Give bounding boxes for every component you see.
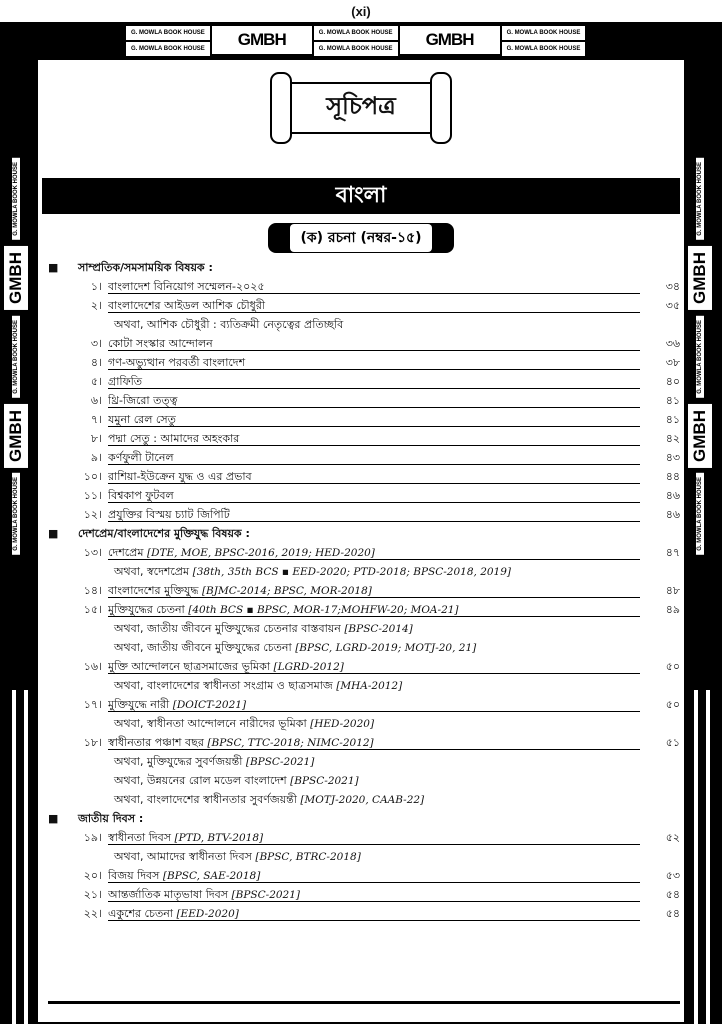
- entry-reference: [BPSC, TTC-2018; NIMC-2012]: [207, 737, 374, 749]
- publisher-logo: GMBH: [4, 404, 28, 468]
- entry-number: ৮।: [90, 432, 102, 445]
- alternate-reference: [BPSC, LGRD-2019; MOTJ-20, 21]: [295, 642, 477, 654]
- entry-title: স্বাধীনতার পঞ্চাশ বছর: [108, 736, 204, 749]
- entry-reference: [DOICT-2021]: [172, 699, 247, 711]
- alternate-title: অথবা, বাংলাদেশের স্বাধীনতার সুবর্ণজয়ন্তী: [114, 793, 297, 806]
- entry-title: মুক্তিযুদ্ধে নারী: [108, 698, 170, 711]
- entry-title: বিশ্বকাপ ফুটবল: [108, 489, 174, 502]
- entry-title: গণ-অভ্যুত্থান পরবর্তী বাংলাদেশ: [108, 356, 246, 369]
- toc-alternate: [48, 714, 680, 733]
- entry-title-line: [108, 505, 640, 522]
- entry-title: গ্রাফিতি: [108, 375, 143, 388]
- entry-number: ২১।: [83, 888, 102, 901]
- entry-number: ৬।: [90, 394, 102, 407]
- group-heading-text: সাম্প্রতিক/সমসাময়িক বিষয়ক :: [78, 261, 213, 274]
- entry-page: ৪১: [665, 413, 680, 426]
- entry-page: ৫০: [665, 698, 680, 711]
- entry-page: ৩৪: [665, 280, 680, 293]
- group-heading: [48, 258, 680, 277]
- alternate-title: অথবা, আশিক চৌধুরী : ব্যতিক্রমী নেতৃত্বের প্রতিচ্ছবি: [114, 318, 344, 331]
- entry-number: ৭।: [90, 413, 102, 426]
- entry-title: দেশপ্রেম: [108, 546, 144, 559]
- entry-title: স্বাধীনতা দিবস: [108, 831, 172, 844]
- entry-title-line: [108, 467, 640, 484]
- bullet-icon: ■: [48, 812, 59, 825]
- table-of-contents: [48, 258, 680, 923]
- publisher-badge: G. MOWLA BOOK HOUSE: [696, 316, 704, 398]
- toc-entry: [48, 372, 680, 391]
- entry-page: ৪৮: [665, 584, 680, 597]
- entry-title-line: [108, 828, 640, 845]
- toc-alternate: [48, 315, 680, 334]
- title-scroll: [268, 72, 454, 142]
- entry-title-line: [108, 543, 640, 560]
- border-stripe: [12, 690, 16, 1024]
- entry-title: একুশের চেতনা: [108, 907, 173, 920]
- entry-page: ৪১: [665, 394, 680, 407]
- toc-entry: [48, 505, 680, 524]
- entry-number: ১৯।: [83, 831, 102, 844]
- entry-title: থ্রি-জিরো তত্ত্ব: [108, 394, 178, 407]
- entry-number: ১৫।: [83, 603, 102, 616]
- toc-entry: [48, 733, 680, 752]
- publisher-badge: G. MOWLA BOOK HOUSE: [12, 316, 20, 398]
- entry-title: বাংলাদেশের মুক্তিযুদ্ধ: [108, 584, 199, 597]
- border-stripe: [706, 690, 710, 1024]
- entry-title-line: [108, 486, 640, 503]
- top-publisher-band: [38, 22, 684, 58]
- toc-entry: [48, 334, 680, 353]
- entry-page: ৪৭: [665, 546, 680, 559]
- entry-number: ১০।: [83, 470, 102, 483]
- entry-title-line: [108, 429, 640, 446]
- bullet-icon: ■: [48, 527, 59, 540]
- entry-reference: [BPSC-2021]: [231, 889, 301, 901]
- alternate-reference: [MOTJ-2020, CAAB-22]: [300, 794, 425, 806]
- toc-entry: [48, 410, 680, 429]
- entry-page: ৪৪: [665, 470, 680, 483]
- alternate-title: অথবা, স্বাধীনতা আন্দোলনে নারীদের ভূমিকা: [114, 717, 307, 730]
- badge-pair: [314, 26, 398, 56]
- entry-title: মুক্তি আন্দোলনে ছাত্রসমাজের ভূমিকা: [108, 660, 271, 673]
- entry-title-line: [108, 296, 640, 313]
- entry-page: ৫১: [665, 736, 680, 749]
- toc-alternate: [48, 638, 680, 657]
- entry-title-line: [108, 733, 640, 750]
- entry-number: ১।: [90, 280, 102, 293]
- alternate-title: অথবা, আমাদের স্বাধীনতা দিবস: [114, 850, 252, 863]
- publisher-badge: G. MOWLA BOOK HOUSE: [126, 26, 210, 40]
- entry-page: ৪২: [665, 432, 680, 445]
- entry-title-line: [108, 448, 640, 465]
- page-title: সূচিপত্র: [326, 92, 396, 120]
- entry-number: ৯।: [90, 451, 102, 464]
- entry-page: ৫৪: [665, 907, 680, 920]
- toc-entry: [48, 391, 680, 410]
- entry-title: রাশিয়া-ইউক্রেন যুদ্ধ ও এর প্রভাব: [108, 470, 252, 483]
- entry-number: ৫।: [90, 375, 102, 388]
- toc-entry: [48, 296, 680, 315]
- bullet-icon: ■: [48, 261, 59, 274]
- toc-alternate: [48, 752, 680, 771]
- publisher-badge: G. MOWLA BOOK HOUSE: [502, 42, 586, 56]
- alternate-reference: [BPSC-2014]: [344, 623, 413, 635]
- entry-title-line: [108, 353, 640, 370]
- toc-entry: [48, 353, 680, 372]
- toc-entry: [48, 581, 680, 600]
- toc-entry: [48, 904, 680, 923]
- entry-title-line: [108, 391, 640, 408]
- entry-title: কর্ণফুলী টানেল: [108, 451, 174, 464]
- publisher-badge: G. MOWLA BOOK HOUSE: [12, 158, 20, 240]
- entry-reference: [BPSC, SAE-2018]: [162, 870, 261, 882]
- publisher-badge: G. MOWLA BOOK HOUSE: [502, 26, 586, 40]
- publisher-logo: GMBH: [400, 26, 500, 54]
- entry-title: বাংলাদেশ বিনিয়োগ সম্মেলন-২০২৫: [108, 280, 265, 293]
- entry-page: ৩৫: [665, 299, 680, 312]
- toc-entry: [48, 866, 680, 885]
- entry-page: ৪০: [665, 375, 680, 388]
- entry-number: ১১।: [83, 489, 102, 502]
- publisher-logo: GMBH: [4, 246, 28, 310]
- entry-title-line: [108, 866, 640, 883]
- toc-entry: [48, 429, 680, 448]
- entry-title: পদ্মা সেতু : আমাদের অহংকার: [108, 432, 240, 445]
- toc-entry: [48, 600, 680, 619]
- entry-title-line: [108, 600, 640, 617]
- entry-page: ৫৪: [665, 888, 680, 901]
- entry-title-line: [108, 277, 640, 294]
- entry-reference: [40th BCS ▪ BPSC, MOR-17;MOHFW-20; MOA-21]: [188, 604, 459, 616]
- publisher-badge: G. MOWLA BOOK HOUSE: [12, 473, 20, 555]
- alternate-reference: [BPSC, BTRC-2018]: [255, 851, 361, 863]
- entry-title: প্রযুক্তির বিস্ময় চ্যাট জিপিটি: [108, 508, 230, 521]
- toc-entry: [48, 657, 680, 676]
- alternate-reference: [38th, 35th BCS ▪ EED-2020; PTD-2018; BPSC-2018, 2019]: [192, 566, 512, 578]
- entry-title: বিজয় দিবস: [108, 869, 160, 882]
- border-stripe: [24, 690, 28, 1024]
- group-heading-text: দেশপ্রেম/বাংলাদেশের মুক্তিযুদ্ধ বিষয়ক :: [78, 527, 250, 540]
- entry-page: ৩৬: [665, 337, 680, 350]
- entry-title: বাংলাদেশের আইডল আশিক চৌধুরী: [108, 299, 266, 312]
- entry-page: ৫৩: [665, 869, 680, 882]
- entry-title: আন্তর্জাতিক মাতৃভাষা দিবস: [108, 888, 229, 901]
- border-stripe: [694, 690, 698, 1024]
- publisher-badge: G. MOWLA BOOK HOUSE: [314, 26, 398, 40]
- entry-number: ২০।: [83, 869, 102, 882]
- publisher-badge: G. MOWLA BOOK HOUSE: [696, 158, 704, 240]
- entry-title: কোটা সংস্কার আন্দোলন: [108, 337, 213, 350]
- entry-title: যমুনা রেল সেতু: [108, 413, 176, 426]
- entry-reference: [LGRD-2012]: [273, 661, 344, 673]
- publisher-logo: GMBH: [688, 246, 712, 310]
- alternate-title: অথবা, বাংলাদেশের স্বাধীনতা সংগ্রাম ও ছাত্রসমাজ: [114, 679, 333, 692]
- entry-page: ৫০: [665, 660, 680, 673]
- toc-alternate: [48, 562, 680, 581]
- entry-number: ১৪।: [83, 584, 102, 597]
- toc-alternate: [48, 619, 680, 638]
- entry-title-line: [108, 581, 640, 598]
- publisher-logo: GMBH: [688, 404, 712, 468]
- entry-title-line: [108, 372, 640, 389]
- section-heading: (ক) রচনা (নম্বর-১৫): [290, 224, 431, 252]
- toc-entry: [48, 277, 680, 296]
- entry-page: ৪৬: [665, 489, 680, 502]
- page-number: (xi): [351, 4, 371, 19]
- entry-title-line: [108, 904, 640, 921]
- toc-entry: [48, 695, 680, 714]
- entry-number: ৪।: [90, 356, 102, 369]
- entry-number: ১৩।: [83, 546, 102, 559]
- left-badge-column: [4, 158, 28, 555]
- toc-entry: [48, 885, 680, 904]
- alternate-title: অথবা, উন্নয়নের রোল মডেল বাংলাদেশ: [114, 774, 287, 787]
- entry-page: ৪৬: [665, 508, 680, 521]
- badge-pair: [502, 26, 586, 56]
- entry-page: ৪৩: [665, 451, 680, 464]
- toc-entry: [48, 828, 680, 847]
- alternate-reference: [BPSC-2021]: [245, 756, 315, 768]
- entry-title: মুক্তিযুদ্ধের চেতনা: [108, 603, 185, 616]
- subject-heading: বাংলা: [42, 178, 680, 214]
- publisher-badge: G. MOWLA BOOK HOUSE: [696, 473, 704, 555]
- alternate-title: অথবা, স্বদেশপ্রেম: [114, 565, 190, 578]
- group-heading: [48, 809, 680, 828]
- toc-alternate: [48, 790, 680, 809]
- entry-reference: [PTD, BTV-2018]: [174, 832, 264, 844]
- group-heading-text: জাতীয় দিবস :: [78, 812, 144, 825]
- publisher-badge: G. MOWLA BOOK HOUSE: [126, 42, 210, 56]
- toc-entry: [48, 543, 680, 562]
- badge-pair: [126, 26, 210, 56]
- entry-number: ১৭।: [83, 698, 102, 711]
- publisher-badge-row: [126, 26, 585, 56]
- entry-number: ১৮।: [83, 736, 102, 749]
- entry-title-line: [108, 885, 640, 902]
- toc-alternate: [48, 847, 680, 866]
- alternate-reference: [MHA-2012]: [336, 680, 403, 692]
- entry-page: ৩৮: [665, 356, 680, 369]
- toc-entry: [48, 486, 680, 505]
- right-badge-column: [688, 158, 712, 555]
- entry-reference: [BJMC-2014; BPSC, MOR-2018]: [201, 585, 372, 597]
- toc-alternate: [48, 771, 680, 790]
- entry-number: ১২।: [83, 508, 102, 521]
- entry-title-line: [108, 410, 640, 427]
- alternate-title: অথবা, জাতীয় জীবনে মুক্তিযুদ্ধের চেতনার বাস্তবায়ন: [114, 622, 341, 635]
- toc-alternate: [48, 676, 680, 695]
- alternate-title: অথবা, জাতীয় জীবনে মুক্তিযুদ্ধের চেতনা: [114, 641, 292, 654]
- entry-reference: [EED-2020]: [176, 908, 239, 920]
- entry-number: ২।: [90, 299, 102, 312]
- entry-number: ১৬।: [83, 660, 102, 673]
- section-heading-box: [268, 223, 454, 253]
- publisher-logo: GMBH: [212, 26, 312, 54]
- alternate-reference: [HED-2020]: [310, 718, 375, 730]
- entry-page: ৫২: [665, 831, 680, 844]
- bottom-rule: [48, 1001, 680, 1004]
- toc-entry: [48, 448, 680, 467]
- publisher-badge: G. MOWLA BOOK HOUSE: [314, 42, 398, 56]
- entry-reference: [DTE, MOE, BPSC-2016, 2019; HED-2020]: [147, 547, 375, 559]
- entry-number: ৩।: [90, 337, 102, 350]
- entry-title-line: [108, 695, 640, 712]
- alternate-title: অথবা, মুক্তিযুদ্ধের সুবর্ণজয়ন্তী: [114, 755, 243, 768]
- alternate-reference: [BPSC-2021]: [290, 775, 359, 787]
- group-heading: [48, 524, 680, 543]
- entry-title-line: [108, 334, 640, 351]
- entry-number: ২২।: [83, 907, 102, 920]
- entry-page: ৪৯: [665, 603, 680, 616]
- toc-entry: [48, 467, 680, 486]
- entry-title-line: [108, 657, 640, 674]
